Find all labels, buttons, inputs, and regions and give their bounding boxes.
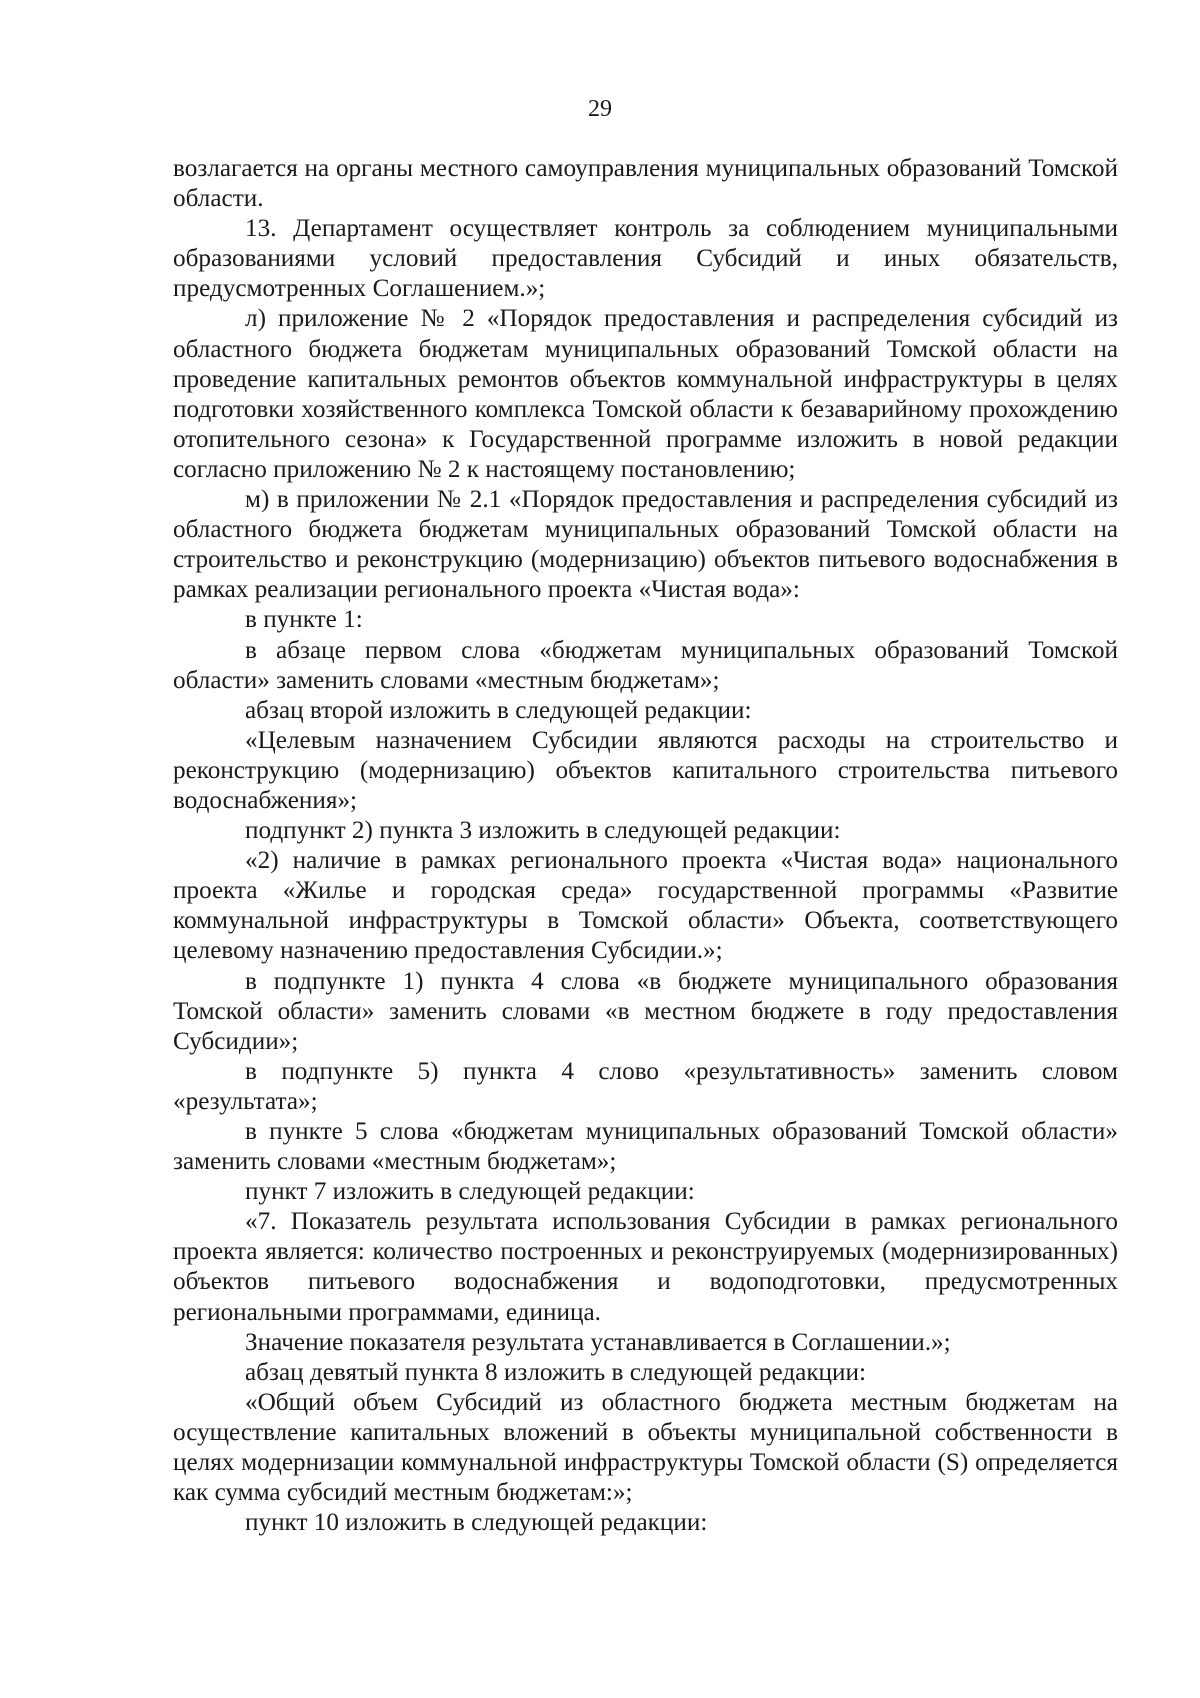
paragraph: «Общий объем Субсидий из областного бюджета местным бюджетам на осуществление капитальных вложений в объекты муниципальной собственности в целях модернизации коммунальной инфраструктуры Томской области (S) определяется как сумма субсидий местным бюджетам:»; — [173, 1388, 1118, 1507]
paragraph: Значение показателя результата устанавливается в Соглашении.»; — [245, 1328, 951, 1356]
paragraph: «Целевым назначением Субсидии являются расходы на строительство и реконструкцию (модернизацию) объектов капитального строительства питьевого водоснабжения»; — [173, 726, 1118, 814]
paragraph: в пункте 1: — [245, 606, 363, 634]
paragraph: абзац девятый пункта 8 изложить в следующей редакции: — [245, 1358, 866, 1386]
document-body — [173, 154, 1118, 1538]
paragraph: м) в приложении № 2.1 «Порядок предоставления и распределения субсидий из областного бюджета бюджетам муниципальных образований Томской области на строительство и реконструкцию (модернизацию) объектов питьевого водоснабжения в рамках реализации регионального проекта «Чистая вода»: — [173, 486, 1118, 604]
paragraph: в абзаце первом слова «бюджетам муниципальных образований Томской области» заменить словами «местным бюджетам»; — [173, 636, 1118, 694]
paragraph: пункт 10 изложить в следующей редакции: — [245, 1509, 708, 1537]
paragraph: в подпункте 5) пункта 4 слово «результативность» заменить словом «результата»; — [173, 1057, 1118, 1115]
paragraph: 13. Департамент осуществляет контроль за соблюдением муниципальными образованиями условий предоставления Субсидий и иных обязательств, предусмотренных Соглашением.»; — [173, 215, 1118, 303]
paragraph: «2) наличие в рамках регионального проекта «Чистая вода» национального проекта «Жилье и городская среда» государственной программы «Развитие коммунальной инфраструктуры в Томской области» Объекта, соответствующего целевому назначению предоставления Субсидии.»; — [173, 847, 1118, 965]
paragraph: возлагается на органы местного самоуправления муниципальных образований Томской области. — [173, 155, 1118, 213]
paragraph: л) приложение № 2 «Порядок предоставления и распределения субсидий из областного бюджета бюджетам муниципальных образований Томской области на проведение капитальных ремонтов объектов коммунальной инфраструктуры в целях подготовки хозяйственного комплекса Томской области к безаварийному прохождению отопительного сезона» к Государственной программе изложить в новой редакции согласно приложению № 2 к настоящему постановлению; — [173, 305, 1118, 483]
paragraph: подпункт 2) пункта 3 изложить в следующей редакции: — [245, 817, 841, 845]
paragraph: «7. Показатель результата использования Субсидии в рамках регионального проекта является: количество построенных и реконструируемых (модернизированных) объектов питьевого водоснабжения и водоподготовки, предусмотренных региональными программами, единица. — [173, 1208, 1118, 1326]
paragraph: в подпункте 1) пункта 4 слова «в бюджете муниципального образования Томской области» заменить словами «в местном бюджете в году предоставления Субсидии»; — [173, 967, 1118, 1055]
page-number: 29 — [588, 96, 612, 122]
paragraph: пункт 7 изложить в следующей редакции: — [245, 1178, 695, 1206]
paragraph: в пункте 5 слова «бюджетам муниципальных образований Томской области» заменить словами «местным бюджетам»; — [173, 1118, 1118, 1176]
paragraph: абзац второй изложить в следующей редакции: — [245, 696, 752, 724]
